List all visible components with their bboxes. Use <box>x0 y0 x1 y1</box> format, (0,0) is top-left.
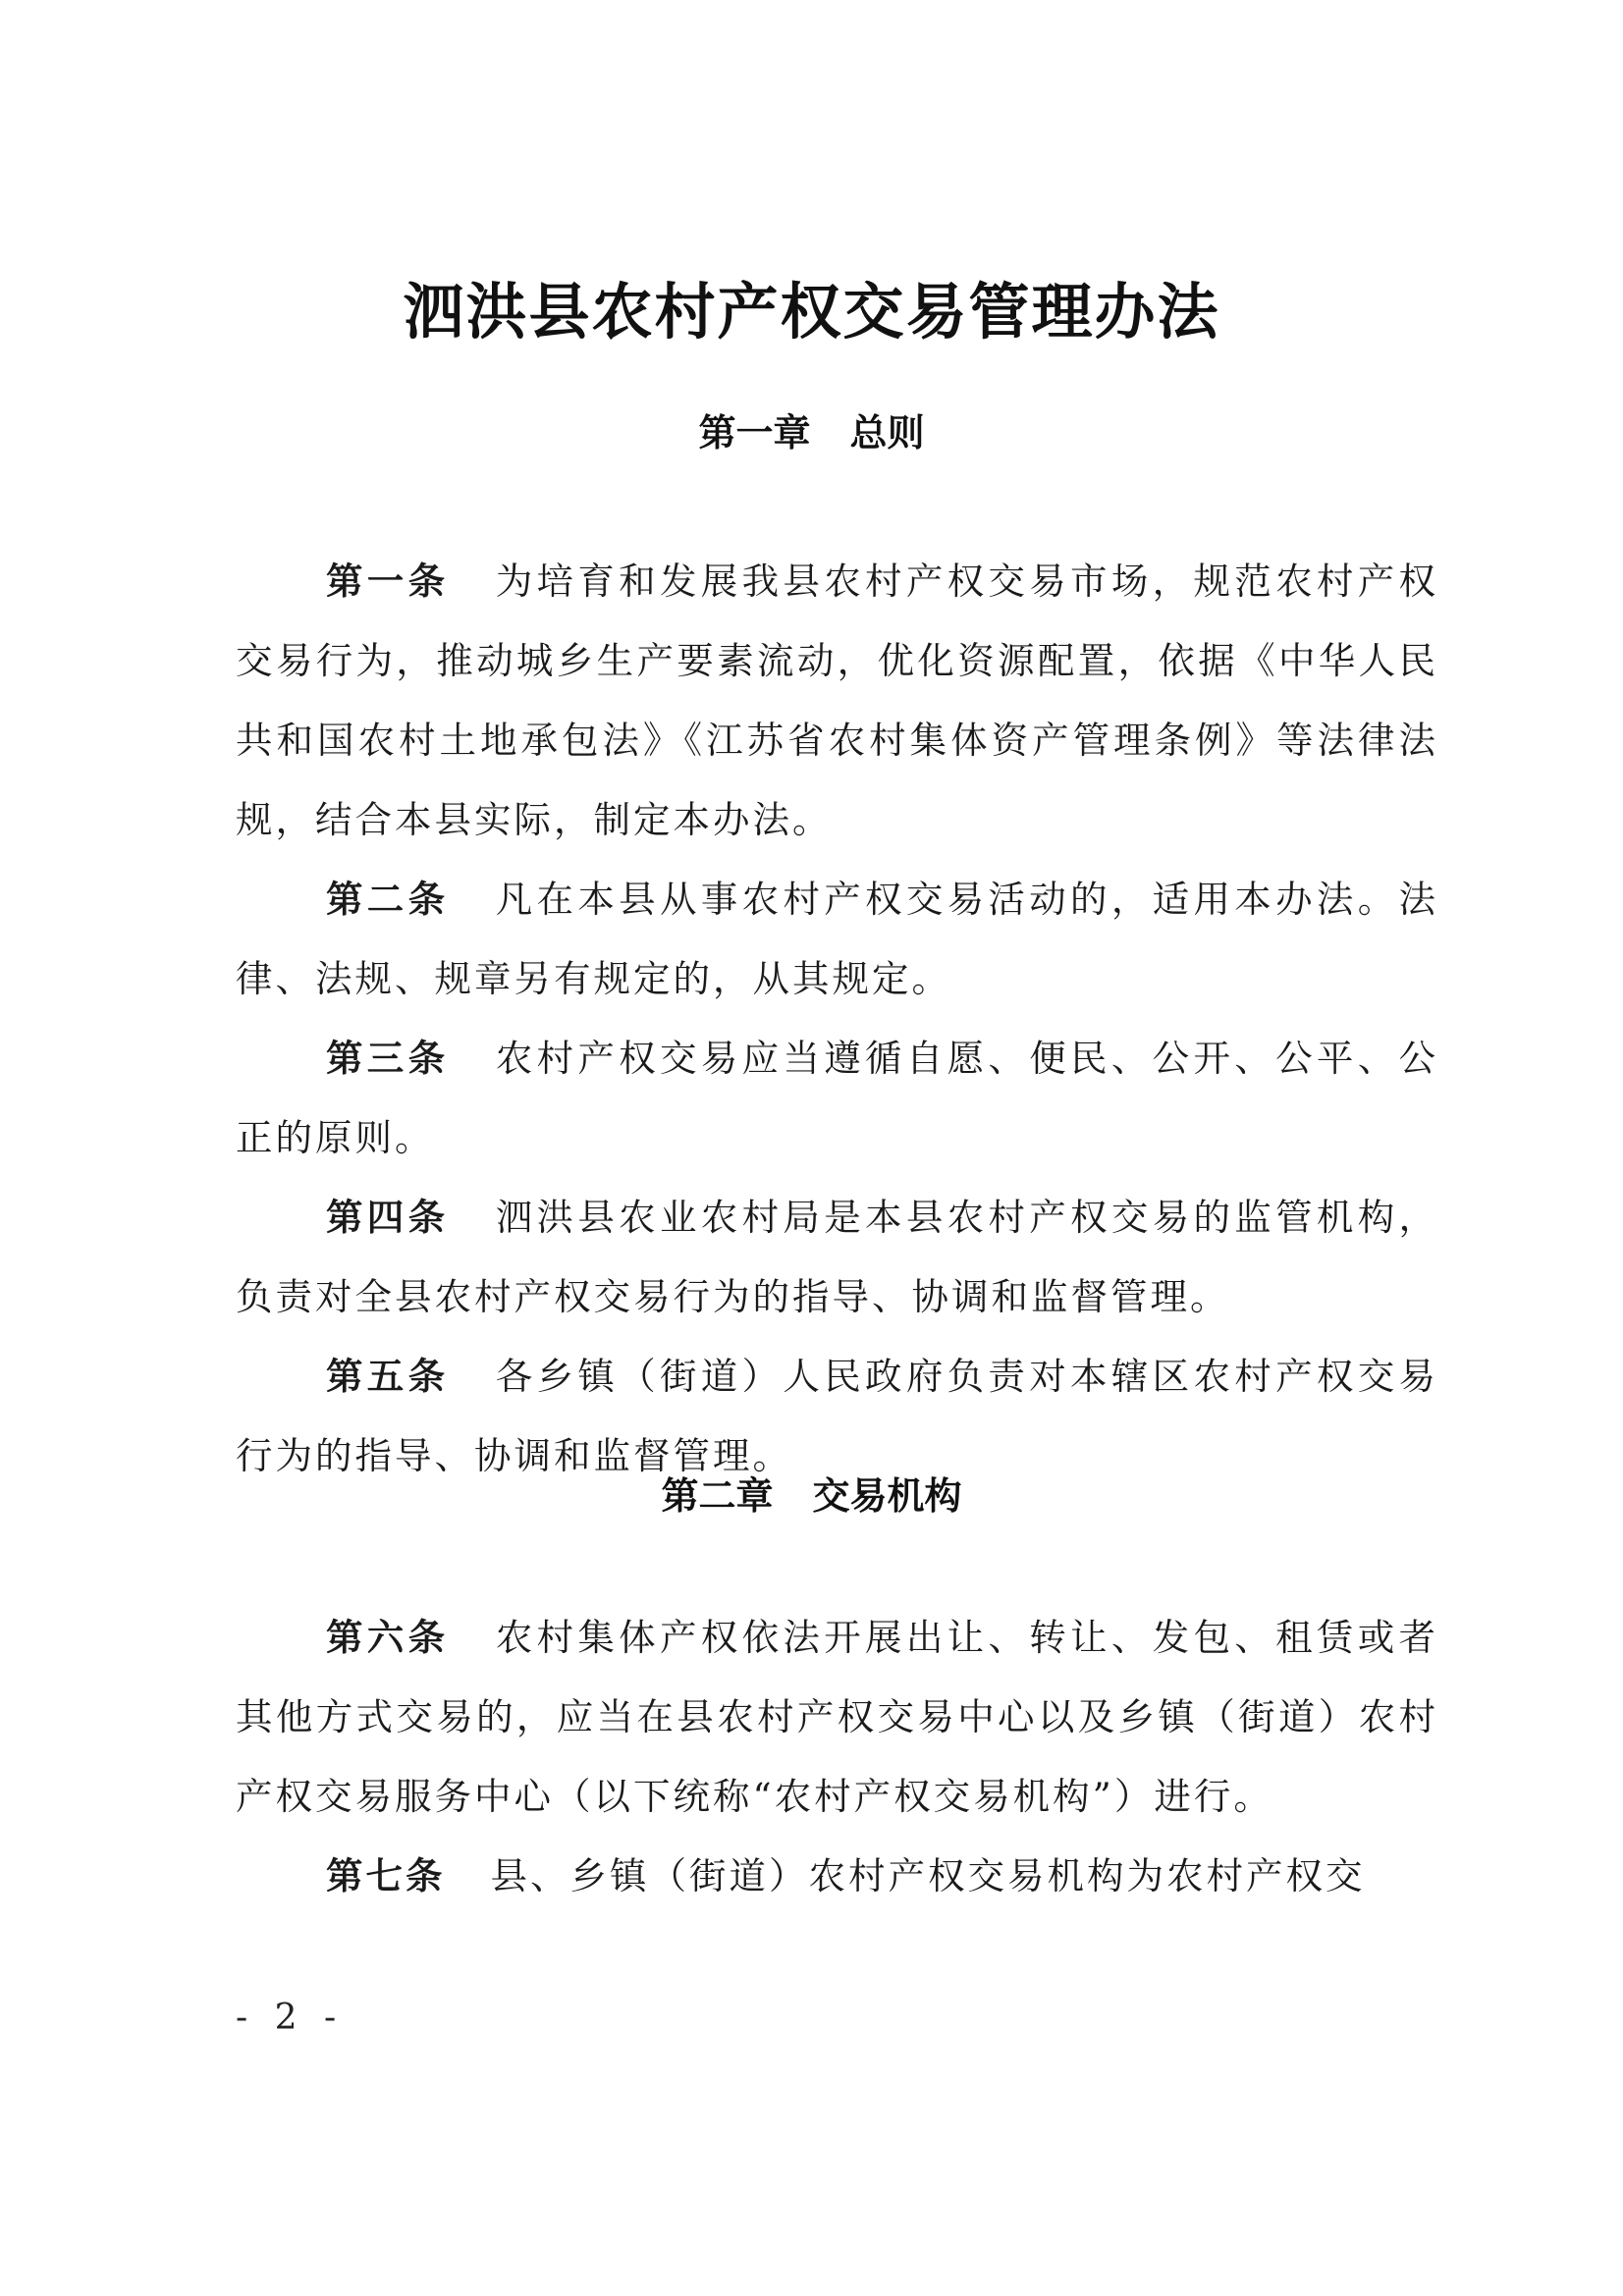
article-text: 县、乡镇（街道）农村产权交易机构为农村产权交 <box>490 1854 1366 1897</box>
article-text: 农村产权交易应当遵循自愿、便民、公开、公平、公正的原则。 <box>236 1037 1439 1159</box>
chapter-heading-2 <box>0 1466 1623 1520</box>
article-number: 第一条 <box>326 560 450 603</box>
chapter-1-body <box>236 542 1438 1496</box>
chapter-heading-1 <box>0 402 1623 456</box>
chapter-name: 总则 <box>849 411 925 454</box>
chapter-name: 交易机构 <box>812 1474 962 1518</box>
article-text: 各乡镇（街道）人民政府负责对本辖区农村产权交易行为的指导、协调和监督管理。 <box>236 1355 1439 1477</box>
article-number: 第五条 <box>326 1355 450 1398</box>
chapter-number: 第二章 <box>661 1474 774 1518</box>
article-number: 第六条 <box>326 1616 450 1659</box>
article-text: 凡在本县从事农村产权交易活动的，适用本办法。法律、法规、规章另有规定的，从其规定。 <box>236 878 1439 1000</box>
article-number: 第三条 <box>326 1037 450 1080</box>
article-text: 为培育和发展我县农村产权交易市场，规范农村产权交易行为，推动城乡生产要素流动，优化资源配置，依据《中华人民共和国农村土地承包法》《江苏省农村集体资产管理条例》等法律法规，结合本县实际，制定本办法。 <box>236 560 1439 841</box>
article <box>236 860 1438 1019</box>
article-text: 农村集体产权依法开展出让、转让、发包、租赁或者其他方式交易的，应当在县农村产权交易中心以及乡镇（街道）农村产权交易服务中心（以下统称“农村产权交易机构”）进行。 <box>236 1616 1439 1818</box>
page-number: - 2 - <box>236 1998 345 2038</box>
article-number: 第七条 <box>326 1854 446 1897</box>
document-title: 泗洪县农村产权交易管理办法 <box>403 276 1220 347</box>
article <box>236 1837 1438 1916</box>
article-text: 泗洪县农业农村局是本县农村产权交易的监管机构，负责对全县农村产权交易行为的指导、协调和监督管理。 <box>236 1196 1439 1318</box>
chapter-number: 第一章 <box>698 411 811 454</box>
article <box>236 1019 1438 1178</box>
article <box>236 542 1438 860</box>
article-number: 第二条 <box>326 878 450 921</box>
article <box>236 1598 1438 1837</box>
chapter-2-body <box>236 1598 1438 1916</box>
article <box>236 1178 1438 1337</box>
article-number: 第四条 <box>326 1196 450 1239</box>
